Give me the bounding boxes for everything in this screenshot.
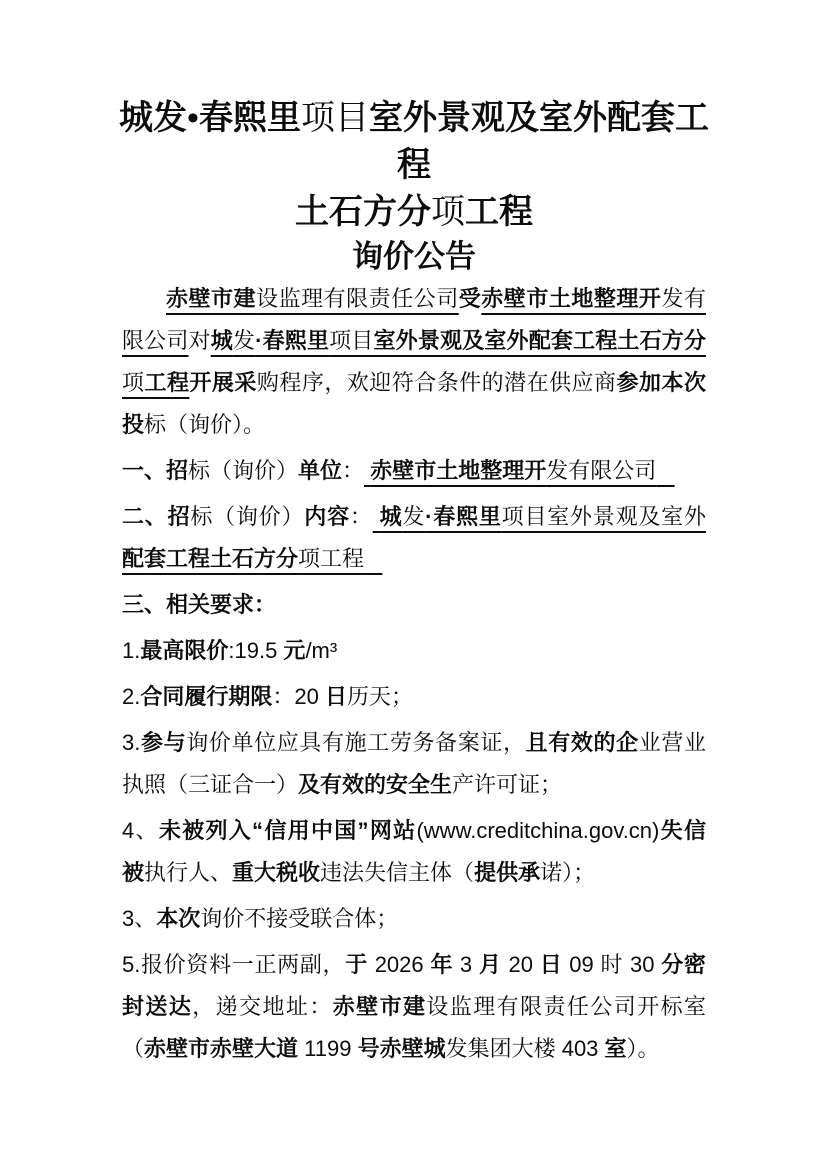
- text-run: 5.报价资料一正两副，: [122, 952, 346, 977]
- text-run: 且有效的企: [525, 730, 639, 755]
- text-run: 本次: [156, 906, 201, 931]
- text-run: 二、招: [122, 504, 191, 529]
- text-run: 4、: [122, 818, 159, 843]
- text-run: 标（询价）。: [144, 412, 266, 437]
- text-run: 参加本次投: [122, 370, 706, 437]
- underlined-text-run: 配套工程土石方分: [122, 546, 299, 571]
- text-run: 参与: [140, 730, 187, 755]
- underlined-text-run: 项工程: [298, 546, 365, 571]
- paragraph-section-2-content: [122, 496, 706, 580]
- text-run: 询价单位应具有施工劳务备案证，: [186, 730, 526, 755]
- paragraph-req-1-max-price: [122, 630, 706, 672]
- text-run: 未被列入“信用中国”网站: [158, 818, 417, 843]
- text-run: 对: [188, 328, 211, 353]
- underlined-text-run: 发: [402, 504, 426, 529]
- text-run: 室外景观及室外配套工程: [368, 100, 709, 184]
- text-run: 赤壁市赤壁大道: [144, 1036, 299, 1061]
- underlined-text-run: 设监理有限责任公司: [256, 286, 459, 311]
- text-run: 历天；: [346, 684, 413, 709]
- text-run: 开展采: [189, 370, 257, 395]
- text-run: (www.creditchina.gov.cn): [416, 818, 660, 843]
- text-run: 元: [283, 638, 306, 663]
- text-run: 购程序: [256, 370, 325, 395]
- text-run: 失信被: [122, 818, 706, 885]
- text-run: 执行人、: [144, 860, 233, 885]
- paragraph-req-5-submission: [122, 944, 706, 1070]
- underlined-text-run: ·春熙里: [255, 328, 330, 353]
- paragraph-section-1-tenderer: [122, 450, 706, 492]
- text-run: 年: [430, 952, 454, 977]
- underlined-text-run: 项目: [329, 328, 374, 353]
- text-run: 工程: [465, 194, 533, 231]
- paragraph-section-3-requirements: [122, 584, 706, 626]
- text-run: 20: [501, 952, 540, 977]
- text-run: ：: [349, 504, 373, 529]
- text-run: 日: [539, 952, 563, 977]
- paragraph-intro: [122, 278, 706, 446]
- text-run: 2026: [367, 952, 431, 977]
- underlined-text-run: 城: [379, 504, 403, 529]
- text-run: 违法失信主体（: [320, 860, 475, 885]
- underlined-text-run: 发有限公司: [546, 458, 657, 483]
- underlined-text-run: 室外景观及室外配套工程土石方分: [373, 328, 706, 353]
- text-run: 09 时 30: [562, 952, 662, 977]
- text-run: 提供承: [474, 860, 541, 885]
- text-run: 标（询价）: [190, 504, 305, 529]
- text-run: 赤壁市建: [332, 994, 427, 1019]
- text-run: 业营业执照: [122, 730, 706, 797]
- text-run: 3: [453, 952, 479, 977]
- underlined-text-run: 工程: [144, 370, 190, 395]
- paragraph-req-2-contract-period: [122, 676, 706, 718]
- underlined-text-run: 发有限公司: [122, 286, 706, 353]
- text-run: ：20: [272, 684, 325, 709]
- text-run: 分密封送达: [122, 952, 706, 1019]
- text-run: 设监理有限责任公司开标室（: [122, 994, 706, 1061]
- text-run: 1199: [298, 1036, 358, 1061]
- underlined-text-run: 项目室外景观及室外: [501, 504, 706, 529]
- paragraph-doc-type-heading: [122, 236, 706, 278]
- text-run: 春熙里: [198, 100, 301, 137]
- text-run: 一、招: [122, 458, 189, 483]
- text-run: 项目: [300, 100, 369, 137]
- text-run: 土石方分: [295, 194, 431, 231]
- text-run: 室: [604, 1036, 627, 1061]
- text-run: 城发: [119, 100, 188, 137]
- text-run: 3、: [122, 906, 157, 931]
- underlined-text-run: [364, 546, 382, 571]
- text-run: 标（询价）: [188, 458, 299, 483]
- underlined-text-run: 赤壁市土地整理开: [370, 458, 547, 483]
- underlined-text-run: 项: [122, 370, 145, 395]
- paragraph-req-4-credit-china: [122, 810, 706, 894]
- text-run: 2.: [122, 684, 141, 709]
- text-run: 于: [345, 952, 368, 977]
- text-run: 号赤壁城: [357, 1036, 446, 1061]
- paragraph-req-3b-no-consortium: [122, 898, 706, 940]
- text-run: 三、相关要求：: [122, 592, 277, 617]
- text-run: 项: [431, 194, 465, 231]
- text-run: ）。: [626, 1036, 660, 1061]
- text-run: •: [187, 100, 199, 137]
- paragraph-title-line-1: [106, 95, 722, 189]
- text-run: 及有效的安全生: [298, 772, 453, 797]
- underlined-text-run: 赤壁市建: [166, 286, 257, 311]
- text-run: 诺）；: [540, 860, 596, 885]
- text-run: ：: [342, 458, 365, 483]
- document-body: [119, 95, 709, 1070]
- text-run: /m³: [305, 638, 338, 663]
- underlined-text-run: 发: [232, 328, 256, 353]
- paragraph-title-line-2: [106, 189, 722, 236]
- underlined-text-run: [373, 504, 380, 529]
- text-run: 产许可证；: [452, 772, 563, 797]
- text-run: 询价公告: [352, 239, 476, 274]
- text-run: 重大税收: [232, 860, 321, 885]
- text-run: 受: [458, 286, 482, 311]
- underlined-text-run: ·春熙里: [425, 504, 502, 529]
- paragraph-req-3-qualifications: [122, 722, 706, 806]
- text-run: 单位: [298, 458, 343, 483]
- text-run: （三证合一）: [166, 772, 299, 797]
- text-run: 1.: [122, 638, 141, 663]
- text-run: 内容: [304, 504, 350, 529]
- underlined-text-run: [656, 458, 674, 483]
- text-run: 最高限价: [140, 638, 229, 663]
- text-run: 3.: [122, 730, 141, 755]
- underlined-text-run: 赤壁市土地整理开: [481, 286, 662, 311]
- underlined-text-run: 城: [210, 328, 233, 353]
- text-run: ，递交地址：: [192, 994, 333, 1019]
- text-run: 询价不接受联合体；: [200, 906, 399, 931]
- text-run: 月: [478, 952, 502, 977]
- text-run: 合同履行期限: [140, 684, 273, 709]
- text-run: 日: [324, 684, 347, 709]
- text-run: 发集团大楼 403: [445, 1036, 605, 1061]
- text-run: :19.5: [228, 638, 284, 663]
- text-run: ，欢迎符合条件的潜在供应商: [324, 370, 617, 395]
